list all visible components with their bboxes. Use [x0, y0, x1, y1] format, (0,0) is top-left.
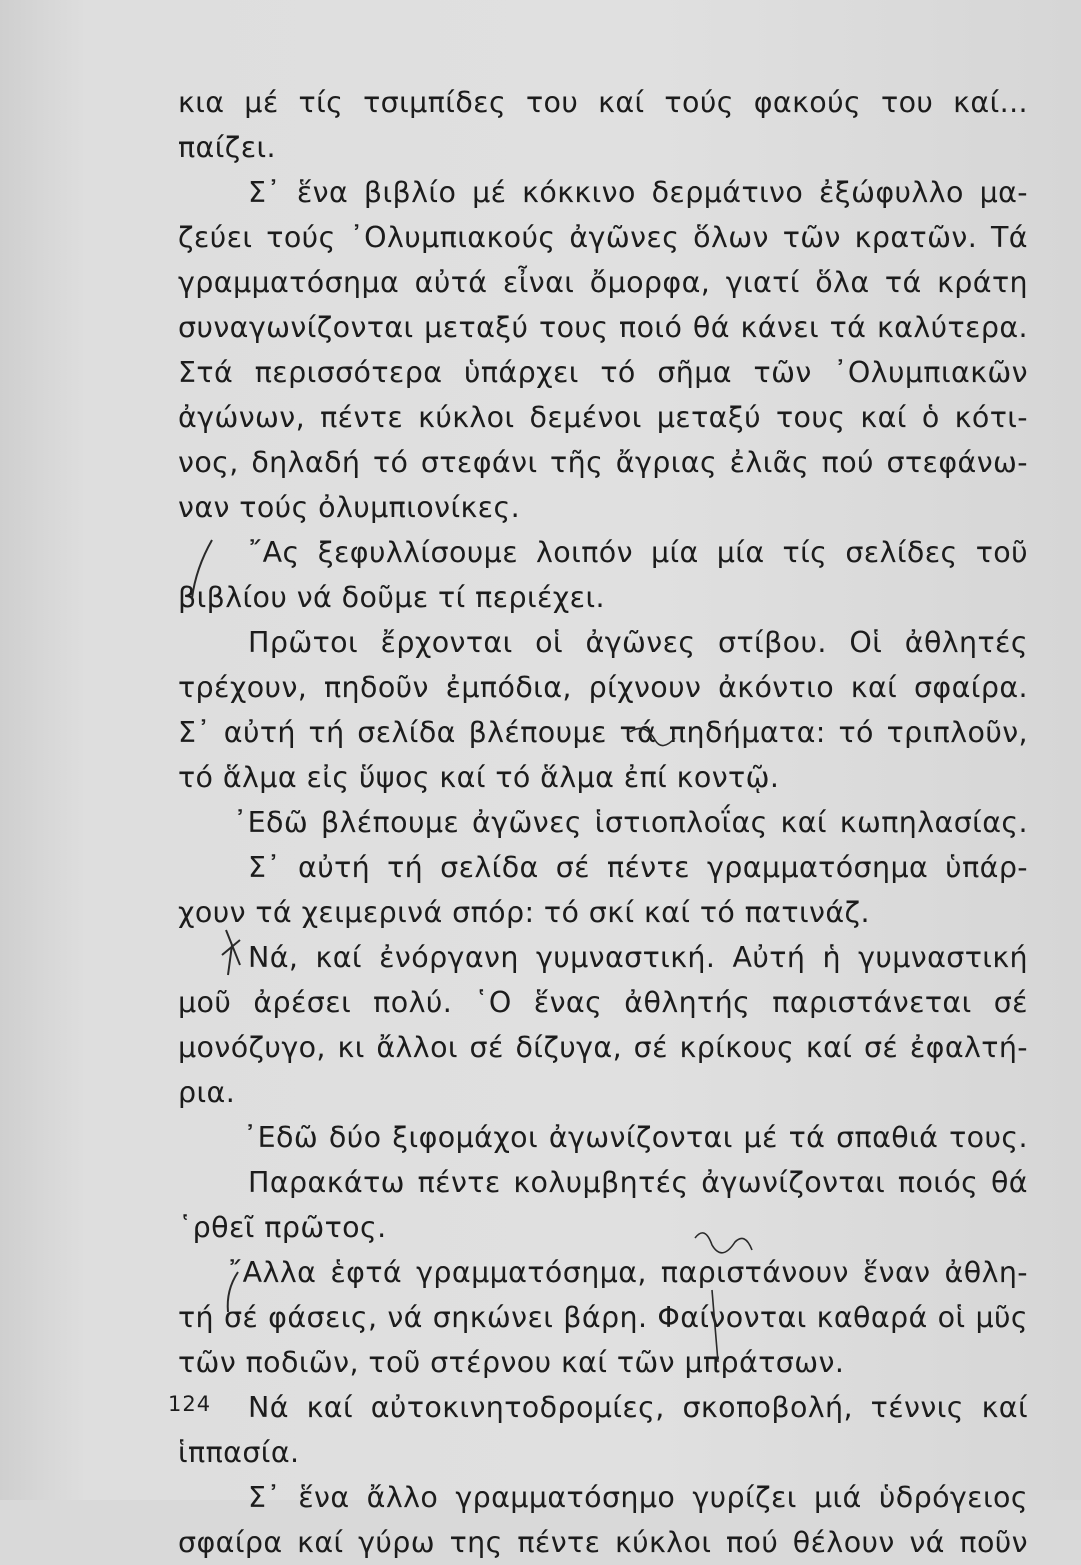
text-line: Σ᾽ ἕνα ἄλλο γραμματόσημο γυρίζει μιά ὑδρόγειος: [248, 1481, 1028, 1514]
text-line: ῾ρθεῖ πρῶτος.: [178, 1211, 387, 1244]
text-line: ναν τούς ὀλυμπιονίκες.: [178, 491, 521, 524]
text-line: χουν τά χειμερινά σπόρ: τό σκί καί τό πατινάζ.: [178, 896, 870, 929]
text-line: τρέχουν, πηδοῦν ἐμπόδια, ρίχνουν ἀκόντιο καί σφαίρα.: [178, 671, 1028, 704]
text-line: ᾽Εδῶ δύο ξιφομάχοι ἀγωνίζονται μέ τά σπαθιά τους.: [243, 1121, 1028, 1154]
text-line: Σ᾽ ἕνα βιβλίο μέ κόκκινο δερμάτινο ἐξώφυλλο μα-: [248, 176, 1028, 209]
text-line: βιβλίου νά δοῦμε τί περιέχει.: [178, 581, 605, 614]
text-line: παίζει.: [178, 131, 276, 164]
text-line: νος, δηλαδή τό στεφάνι τῆς ἄγριας ἐλιᾶς πού στεφάνω-: [178, 446, 1028, 479]
text-line: ῎Ας ξεφυλλίσουμε λοιπόν μία μία τίς σελίδες τοῦ: [248, 536, 1028, 569]
page-number: 124: [168, 1392, 212, 1416]
text-line: ῎Αλλα ἑφτά γραμματόσημα, παριστάνουν ἕναν ἀθλη-: [228, 1256, 1028, 1289]
text-line: ἀγώνων, πέντε κύκλοι δεμένοι μεταξύ τους καί ὁ κότι-: [178, 401, 1028, 434]
text-line: τῶν ποδιῶν, τοῦ στέρνου καί τῶν μπράτσων.: [178, 1346, 845, 1379]
text-line: ρια.: [178, 1076, 236, 1109]
text-line: Σ᾽ αὐτή τή σελίδα σέ πέντε γραμματόσημα ὑπάρ-: [248, 851, 1028, 884]
text-line: Νά καί αὐτοκινητοδρομίες, σκοποβολή, τέννις καί: [248, 1391, 1028, 1424]
text-line: τό ἅλμα εἰς ὕψος καί τό ἅλμα ἐπί κοντῷ.: [178, 761, 780, 794]
text-line: μονόζυγο, κι ἄλλοι σέ δίζυγα, σέ κρίκους καί σέ ἐφαλτή-: [178, 1031, 1028, 1064]
text-line: Πρῶτοι ἔρχονται οἱ ἀγῶνες στίβου. Οἱ ἀθλητές: [248, 626, 1028, 659]
body-text: [178, 80, 1028, 1565]
text-line: κια μέ τίς τσιμπίδες του καί τούς φακούς του καί...: [178, 86, 1028, 119]
text-line: σφαίρα καί γύρω της πέντε κύκλοι πού θέλουν νά ποῦν: [178, 1526, 1028, 1559]
text-line: ζεύει τούς ᾽Ολυμπιακούς ἀγῶνες ὅλων τῶν κρατῶν. Τά: [178, 221, 1028, 254]
text-line: Νά, καί ἐνόργανη γυμναστική. Αὐτή ἡ γυμναστική: [248, 941, 1028, 974]
text-line: τή σέ φάσεις, νά σηκώνει βάρη. Φαίνονται καθαρά οἱ μῦς: [178, 1301, 1028, 1334]
text-line: μοῦ ἀρέσει πολύ. ῾Ο ἕνας ἀθλητής παριστάνεται σέ: [178, 986, 1028, 1019]
text-line: γραμματόσημα αὐτά εἶναι ὄμορφα, γιατί ὅλα τά κράτη: [178, 266, 1028, 299]
text-line: ἱππασία.: [178, 1436, 300, 1469]
text-line: Στά περισσότερα ὑπάρχει τό σῆμα τῶν ᾽Ολυμπιακῶν: [178, 356, 1028, 389]
text-line: Παρακάτω πέντε κολυμβητές ἀγωνίζονται ποιός θά: [248, 1166, 1028, 1199]
text-line: Σ᾽ αὐτή τή σελίδα βλέπουμε τά πηδήματα: τό τριπλοῦν,: [178, 716, 1028, 749]
text-line: ᾽Εδῶ βλέπουμε ἀγῶνες ἱστιοπλοΐας καί κωπηλασίας.: [233, 806, 1028, 839]
text-line: συναγωνίζονται μεταξύ τους ποιό θά κάνει τά καλύτερα.: [178, 311, 1028, 344]
